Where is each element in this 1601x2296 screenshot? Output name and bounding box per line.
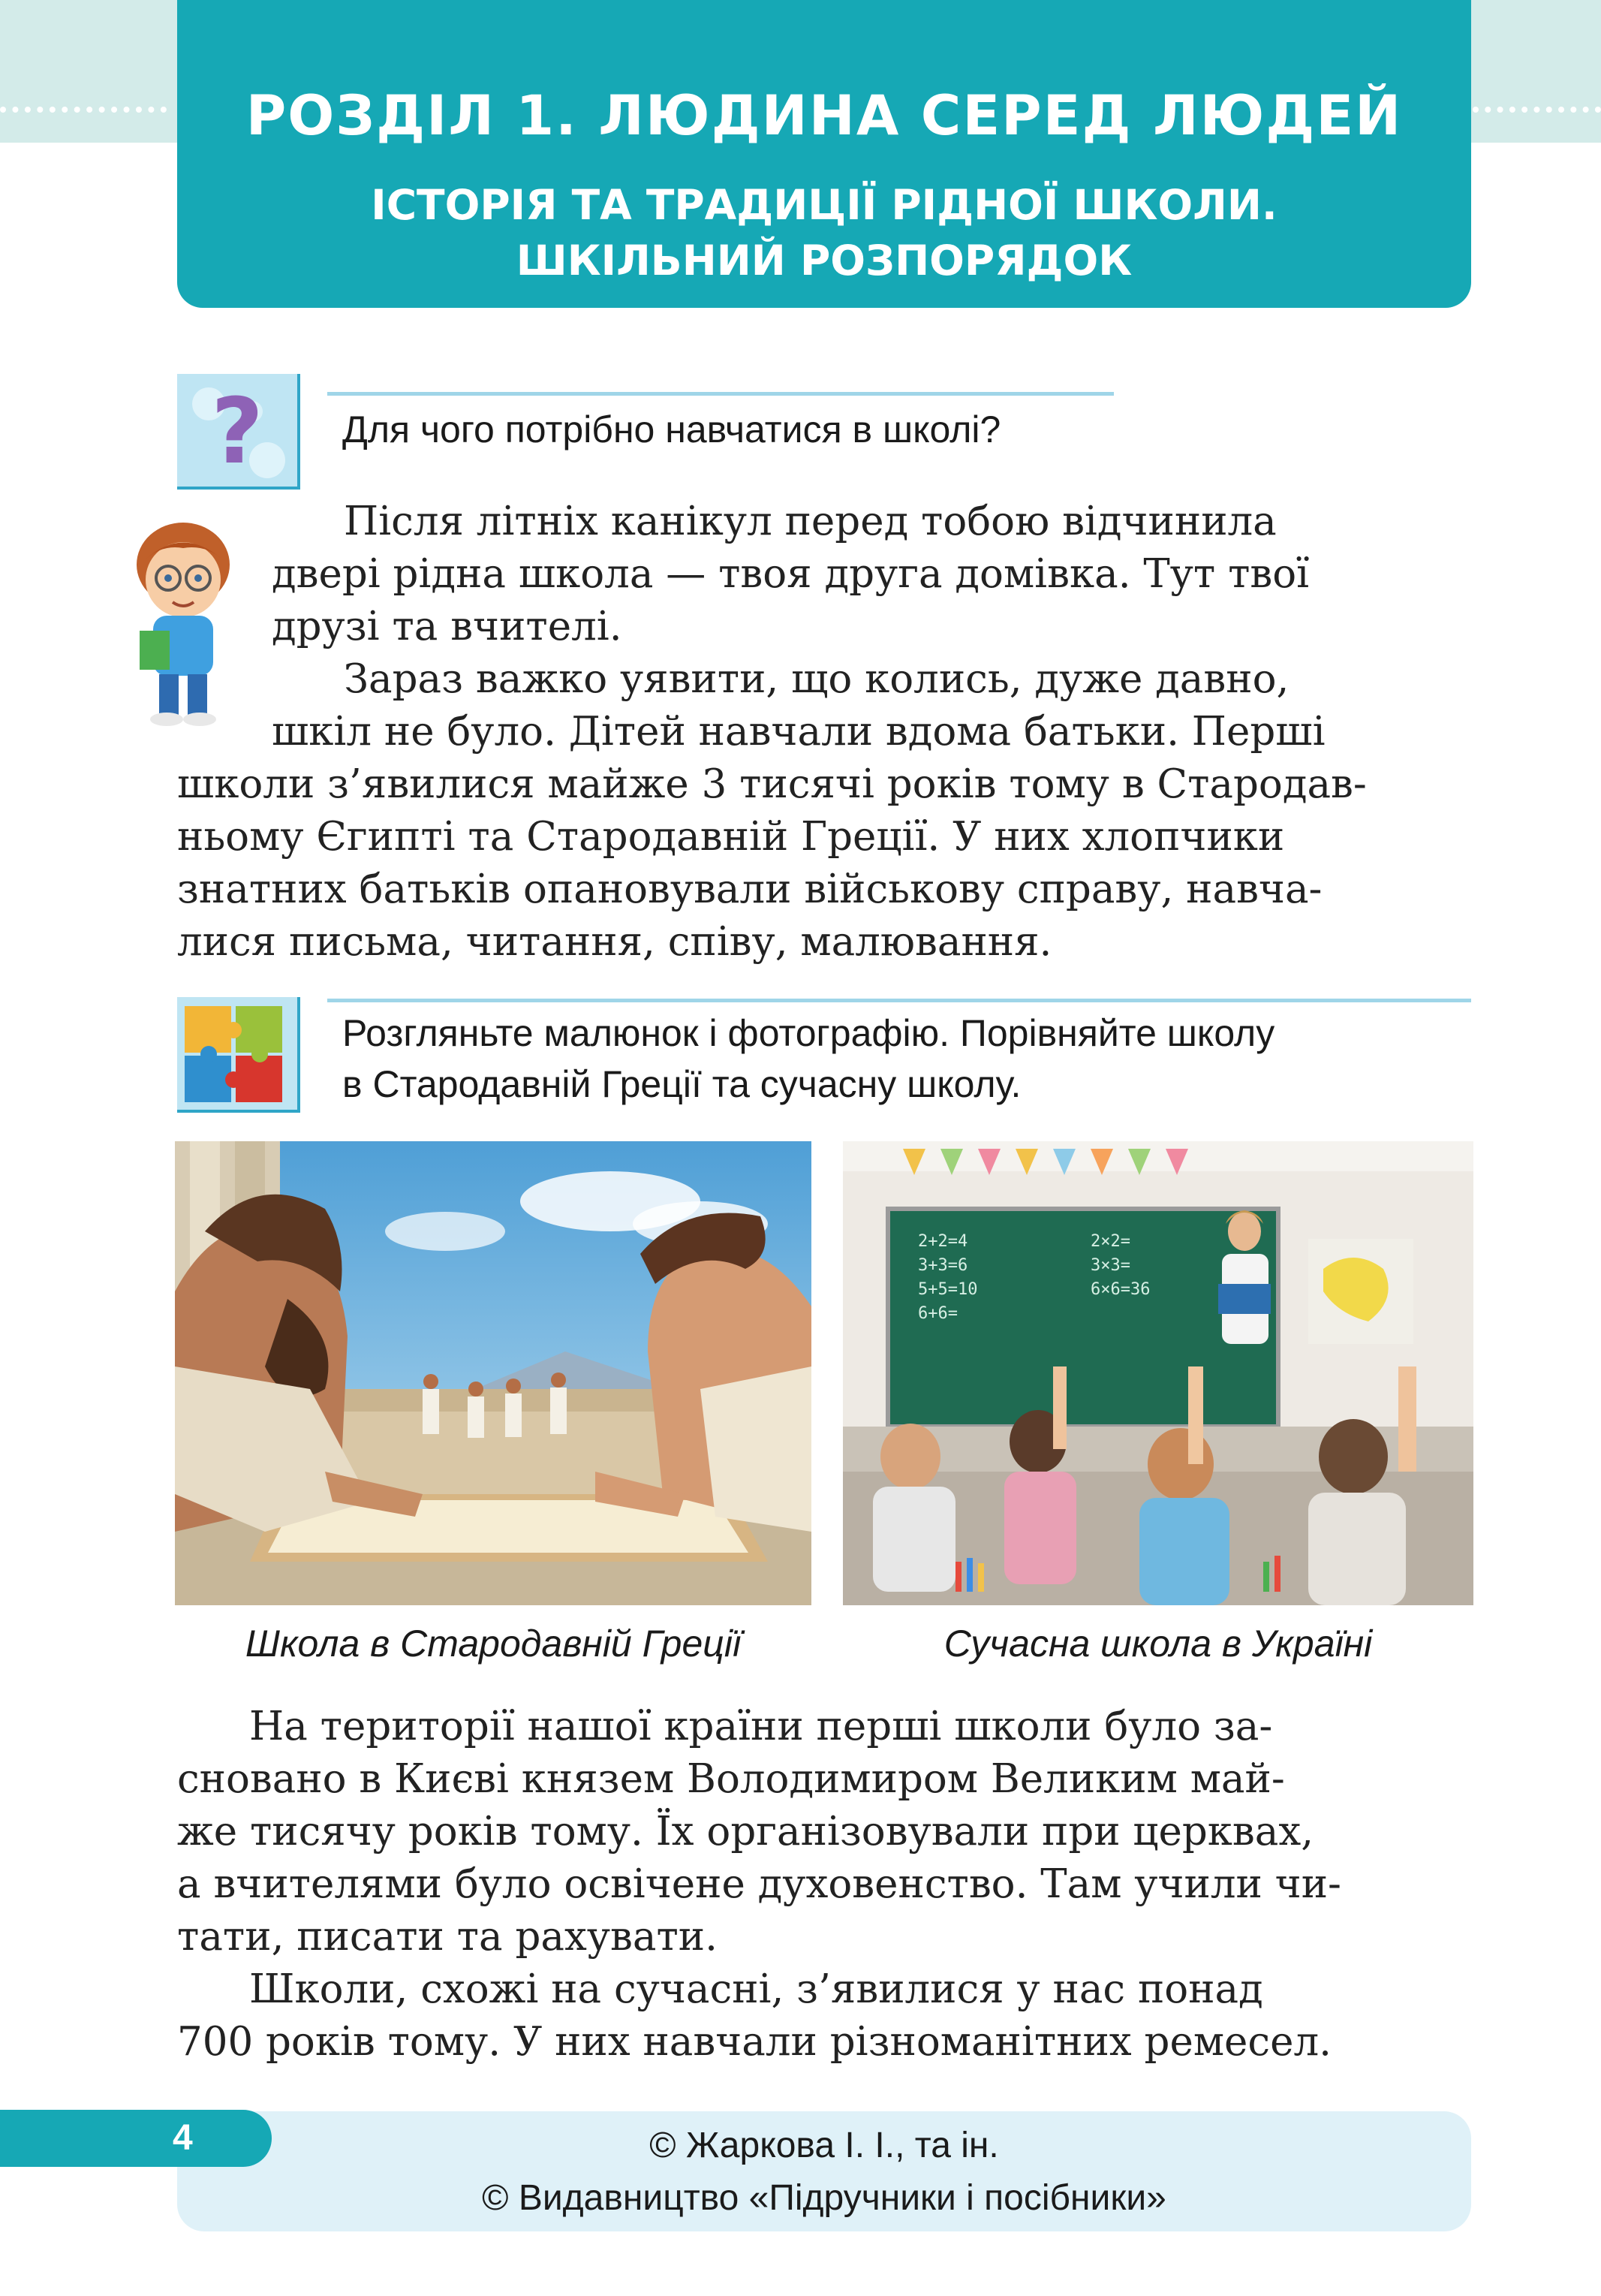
question-text: Для чого потрібно навчатися в школі? <box>342 408 1001 450</box>
board-text: 2+2=4 <box>918 1232 968 1251</box>
intro-paragraph-1 <box>272 496 1471 653</box>
lesson-title-line2: ШКІЛЬНИЙ РОЗПОРЯДОК <box>516 237 1133 285</box>
copyright-publisher: © Видавництво «Підручники і посібники» <box>482 2178 1166 2218</box>
intro-paragraph-2b <box>177 758 1471 969</box>
header-dots-right <box>1473 107 1601 113</box>
text-line: тати, писати та рахувати. <box>177 1914 718 1960</box>
lesson-title-line1: ІСТОРІЯ ТА ТРАДИЦІЇ РІДНОЇ ШКОЛИ. <box>371 181 1277 229</box>
text-line: друзі та вчителі. <box>272 604 622 649</box>
intro-paragraph-2a <box>272 653 1471 758</box>
chapter-title: РОЗДІЛ 1. ЛЮДИНА СЕРЕД ЛЮДЕЙ <box>245 84 1403 148</box>
lesson-title <box>177 177 1471 288</box>
page-number-tab <box>0 2110 272 2167</box>
ancient-greece-school-image <box>175 1141 811 1605</box>
task-rule <box>327 999 1471 1002</box>
text-line: На території нашої країни перші школи було за- <box>249 1704 1273 1749</box>
boy-illustration <box>123 518 243 728</box>
text-line: а вчителями було освічене духовенство. Там учили чи- <box>177 1861 1341 1907</box>
footer-copyright <box>177 2111 1471 2231</box>
modern-school-caption: Сучасна школа в Україні <box>943 1623 1373 1665</box>
text-line: школи з’явилися майже 3 тисячі років тому в Стародав- <box>177 761 1367 807</box>
task-text-line1: Розгляньте малюнок і фотографію. Порівняйте школу <box>342 1012 1275 1054</box>
copyright-authors: © Жаркова І. І., та ін. <box>649 2126 999 2165</box>
puzzle-icon <box>177 997 300 1113</box>
text-line: же тисячу років тому. Їх організовували при церквах, <box>177 1809 1314 1855</box>
history-paragraph <box>177 1701 1471 1963</box>
text-line: знатних батьків опановували військову справу, навча- <box>177 866 1323 912</box>
crafts-paragraph <box>177 1963 1471 2069</box>
modern-school-photo <box>843 1141 1473 1605</box>
text-line: шкіл не було. Дітей навчали вдома батьки. Перші <box>272 709 1326 755</box>
page-number: 4 <box>173 2118 193 2158</box>
question-mark-icon <box>177 374 300 490</box>
svg-text:?: ? <box>211 380 263 484</box>
question-rule <box>327 392 1114 396</box>
header-dots-left <box>0 107 167 113</box>
chapter-header <box>177 0 1471 308</box>
board-text: 6×6=36 <box>1091 1280 1151 1299</box>
text-line: лися письма, читання, співу, малювання. <box>177 919 1052 965</box>
task-text-line2: в Стародавній Греції та сучасну школу. <box>342 1063 1022 1105</box>
text-line: сновано в Києві князем Володимиром Великим май- <box>177 1756 1285 1802</box>
text-line: двері рідна школа — твоя друга домівка. Тут твої <box>272 551 1310 597</box>
text-line: ньому Єгипті та Стародавній Греції. У них хлопчики <box>177 814 1285 860</box>
board-text: 3×3= <box>1091 1256 1130 1275</box>
text-line: 700 років тому. У них навчали різноманітних ремесел. <box>177 2019 1332 2065</box>
board-text: 6+6= <box>918 1304 958 1323</box>
board-text: 3+3=6 <box>918 1256 968 1275</box>
ancient-school-caption: Школа в Стародавній Греції <box>245 1623 742 1665</box>
board-text: 2×2= <box>1091 1232 1130 1251</box>
task-text <box>342 1008 1468 1110</box>
text-line: Школи, схожі на сучасні, з’явилися у нас понад <box>249 1966 1263 2012</box>
board-text: 5+5=10 <box>918 1280 978 1299</box>
text-line: Зараз важко уявити, що колись, дуже давно, <box>344 656 1290 702</box>
text-line: Після літніх канікул перед тобою відчинила <box>344 499 1277 544</box>
